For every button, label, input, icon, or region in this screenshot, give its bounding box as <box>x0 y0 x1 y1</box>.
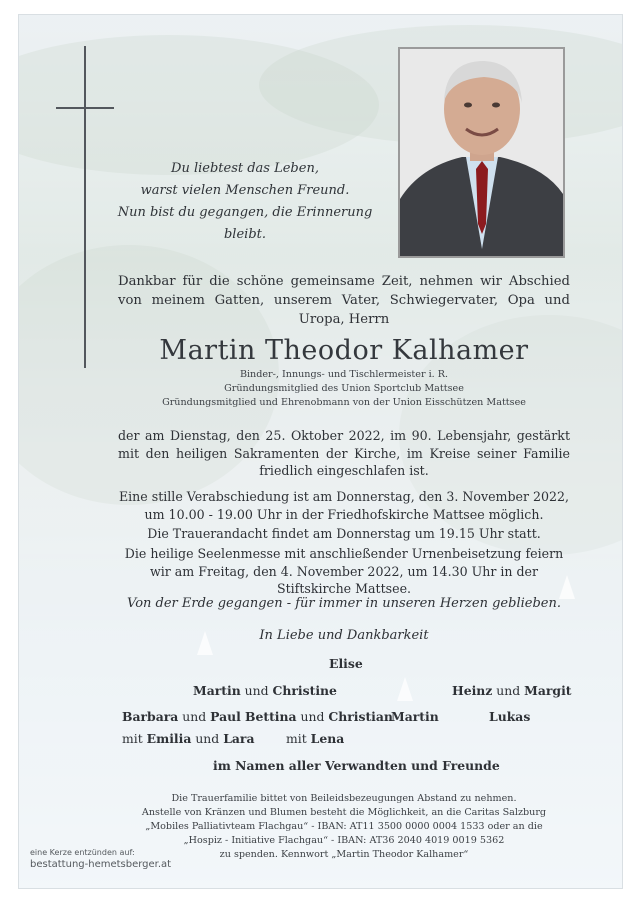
memorial-poem <box>100 158 390 246</box>
family-relatives <box>213 758 500 774</box>
family-couple <box>193 683 337 699</box>
candle-link-block <box>30 847 171 871</box>
footer-line: zu spenden. Kennwort „Martin Theodor Kalhamer“ <box>219 849 469 860</box>
family-name: Heinz <box>452 683 493 698</box>
death-notice: der am Dienstag, den 25. Oktober 2022, im 90. Lebensjahr, gestärkt mit den heiligen Sakramenten der Kirche, im Kreise seiner Familie friedlich eingeschlafen ist. <box>118 428 570 478</box>
footer-line: Die Trauerfamilie bittet von Beileidsbezeugungen Abstand zu nehmen. <box>171 793 517 804</box>
family-name: Barbara <box>122 709 179 724</box>
prayer-notice: Die Trauerandacht findet am Donnerstag um 19.15 Uhr statt. <box>147 526 541 541</box>
family-connector: mit <box>122 731 143 746</box>
family-couple <box>122 709 241 725</box>
memorial-quote: Von der Erde gegangen - für immer in unseren Herzen geblieben. <box>127 596 561 611</box>
family-connector: und <box>195 731 220 746</box>
poem-line: Nun bist du gegangen, die Erinnerung bleibt. <box>117 205 373 242</box>
family-couple <box>452 683 572 699</box>
family-name: Martin <box>391 709 439 724</box>
mass-notice: Die heilige Seelenmesse mit anschließender Urnenbeisetzung feiern wir am Freitag, den 4. November 2022, um 14.30 Uhr in der Stiftskirche Mattsee. <box>124 546 564 596</box>
family-name: Christian <box>328 709 393 724</box>
family-name: Lena <box>310 731 345 746</box>
footer-line: Anstelle von Kränzen und Blumen besteht die Möglichkeit, an die Caritas Salzburg <box>141 807 547 818</box>
family-connector: und <box>182 709 207 724</box>
farewell-notice: Eine stille Verabschiedung ist am Donnerstag, den 3. November 2022, um 10.00 - 19.00 Uhr in der Friedhofskirche Mattsee möglich. <box>118 489 570 522</box>
donation-footer <box>118 792 570 862</box>
family-name: Paul <box>210 709 241 724</box>
family-connector: und <box>244 683 269 698</box>
poem-line: warst vielen Menschen Freund. <box>140 183 350 198</box>
title-line: Gründungsmitglied und Ehrenobmann von der Union Eisschützen Mattsee <box>162 397 526 408</box>
poem-line: Du liebtest das Leben, <box>171 161 319 176</box>
deceased-name: Martin Theodor Kalhamer <box>159 335 529 366</box>
family-connector: mit <box>286 731 307 746</box>
candle-website-link[interactable]: bestattung-hemetsberger.at <box>30 859 172 870</box>
family-name: im Namen aller Verwandten und Freunde <box>213 758 500 773</box>
cross-icon-bar <box>56 107 114 109</box>
family-wife <box>329 656 363 672</box>
family-name: Lara <box>223 731 255 746</box>
family-connector: und <box>496 683 521 698</box>
family-name: Emilia <box>146 731 192 746</box>
footer-line: „Mobiles Palliativteam Flachgau“ - IBAN: AT11 3500 0000 0004 1533 oder an die <box>145 821 543 832</box>
family-name: Elise <box>329 656 363 671</box>
family-children <box>286 731 344 747</box>
title-line: Binder-, Innungs- und Tischlermeister i. R. <box>239 369 449 380</box>
family-name: Margit <box>524 683 572 698</box>
family-member <box>391 709 439 725</box>
family-member <box>489 709 530 725</box>
sailboat <box>397 677 413 701</box>
family-name: Martin <box>193 683 241 698</box>
family-name: Bettina <box>245 709 297 724</box>
intro-text: Dankbar für die schöne gemeinsame Zeit, nehmen wir Abschied von meinem Gatten, unserem Vater, Schwiegervater, Opa und Uropa, Herrn <box>118 274 570 327</box>
portrait-illustration <box>400 49 563 256</box>
family-children <box>122 731 255 747</box>
love-line: In Liebe und Dankbarkeit <box>259 628 429 643</box>
portrait-photo <box>398 47 565 258</box>
family-connector: und <box>300 709 325 724</box>
family-name: Christine <box>272 683 337 698</box>
family-couple <box>245 709 393 725</box>
footer-line: „Hospiz - Initiative Flachgau“ - IBAN: AT36 2040 4019 0019 5362 <box>183 835 505 846</box>
cross-icon <box>84 46 86 368</box>
family-name: Lukas <box>489 709 531 724</box>
title-line: Gründungsmitglied des Union Sportclub Mattsee <box>224 383 464 394</box>
candle-label: eine Kerze entzünden auf: <box>30 848 135 857</box>
